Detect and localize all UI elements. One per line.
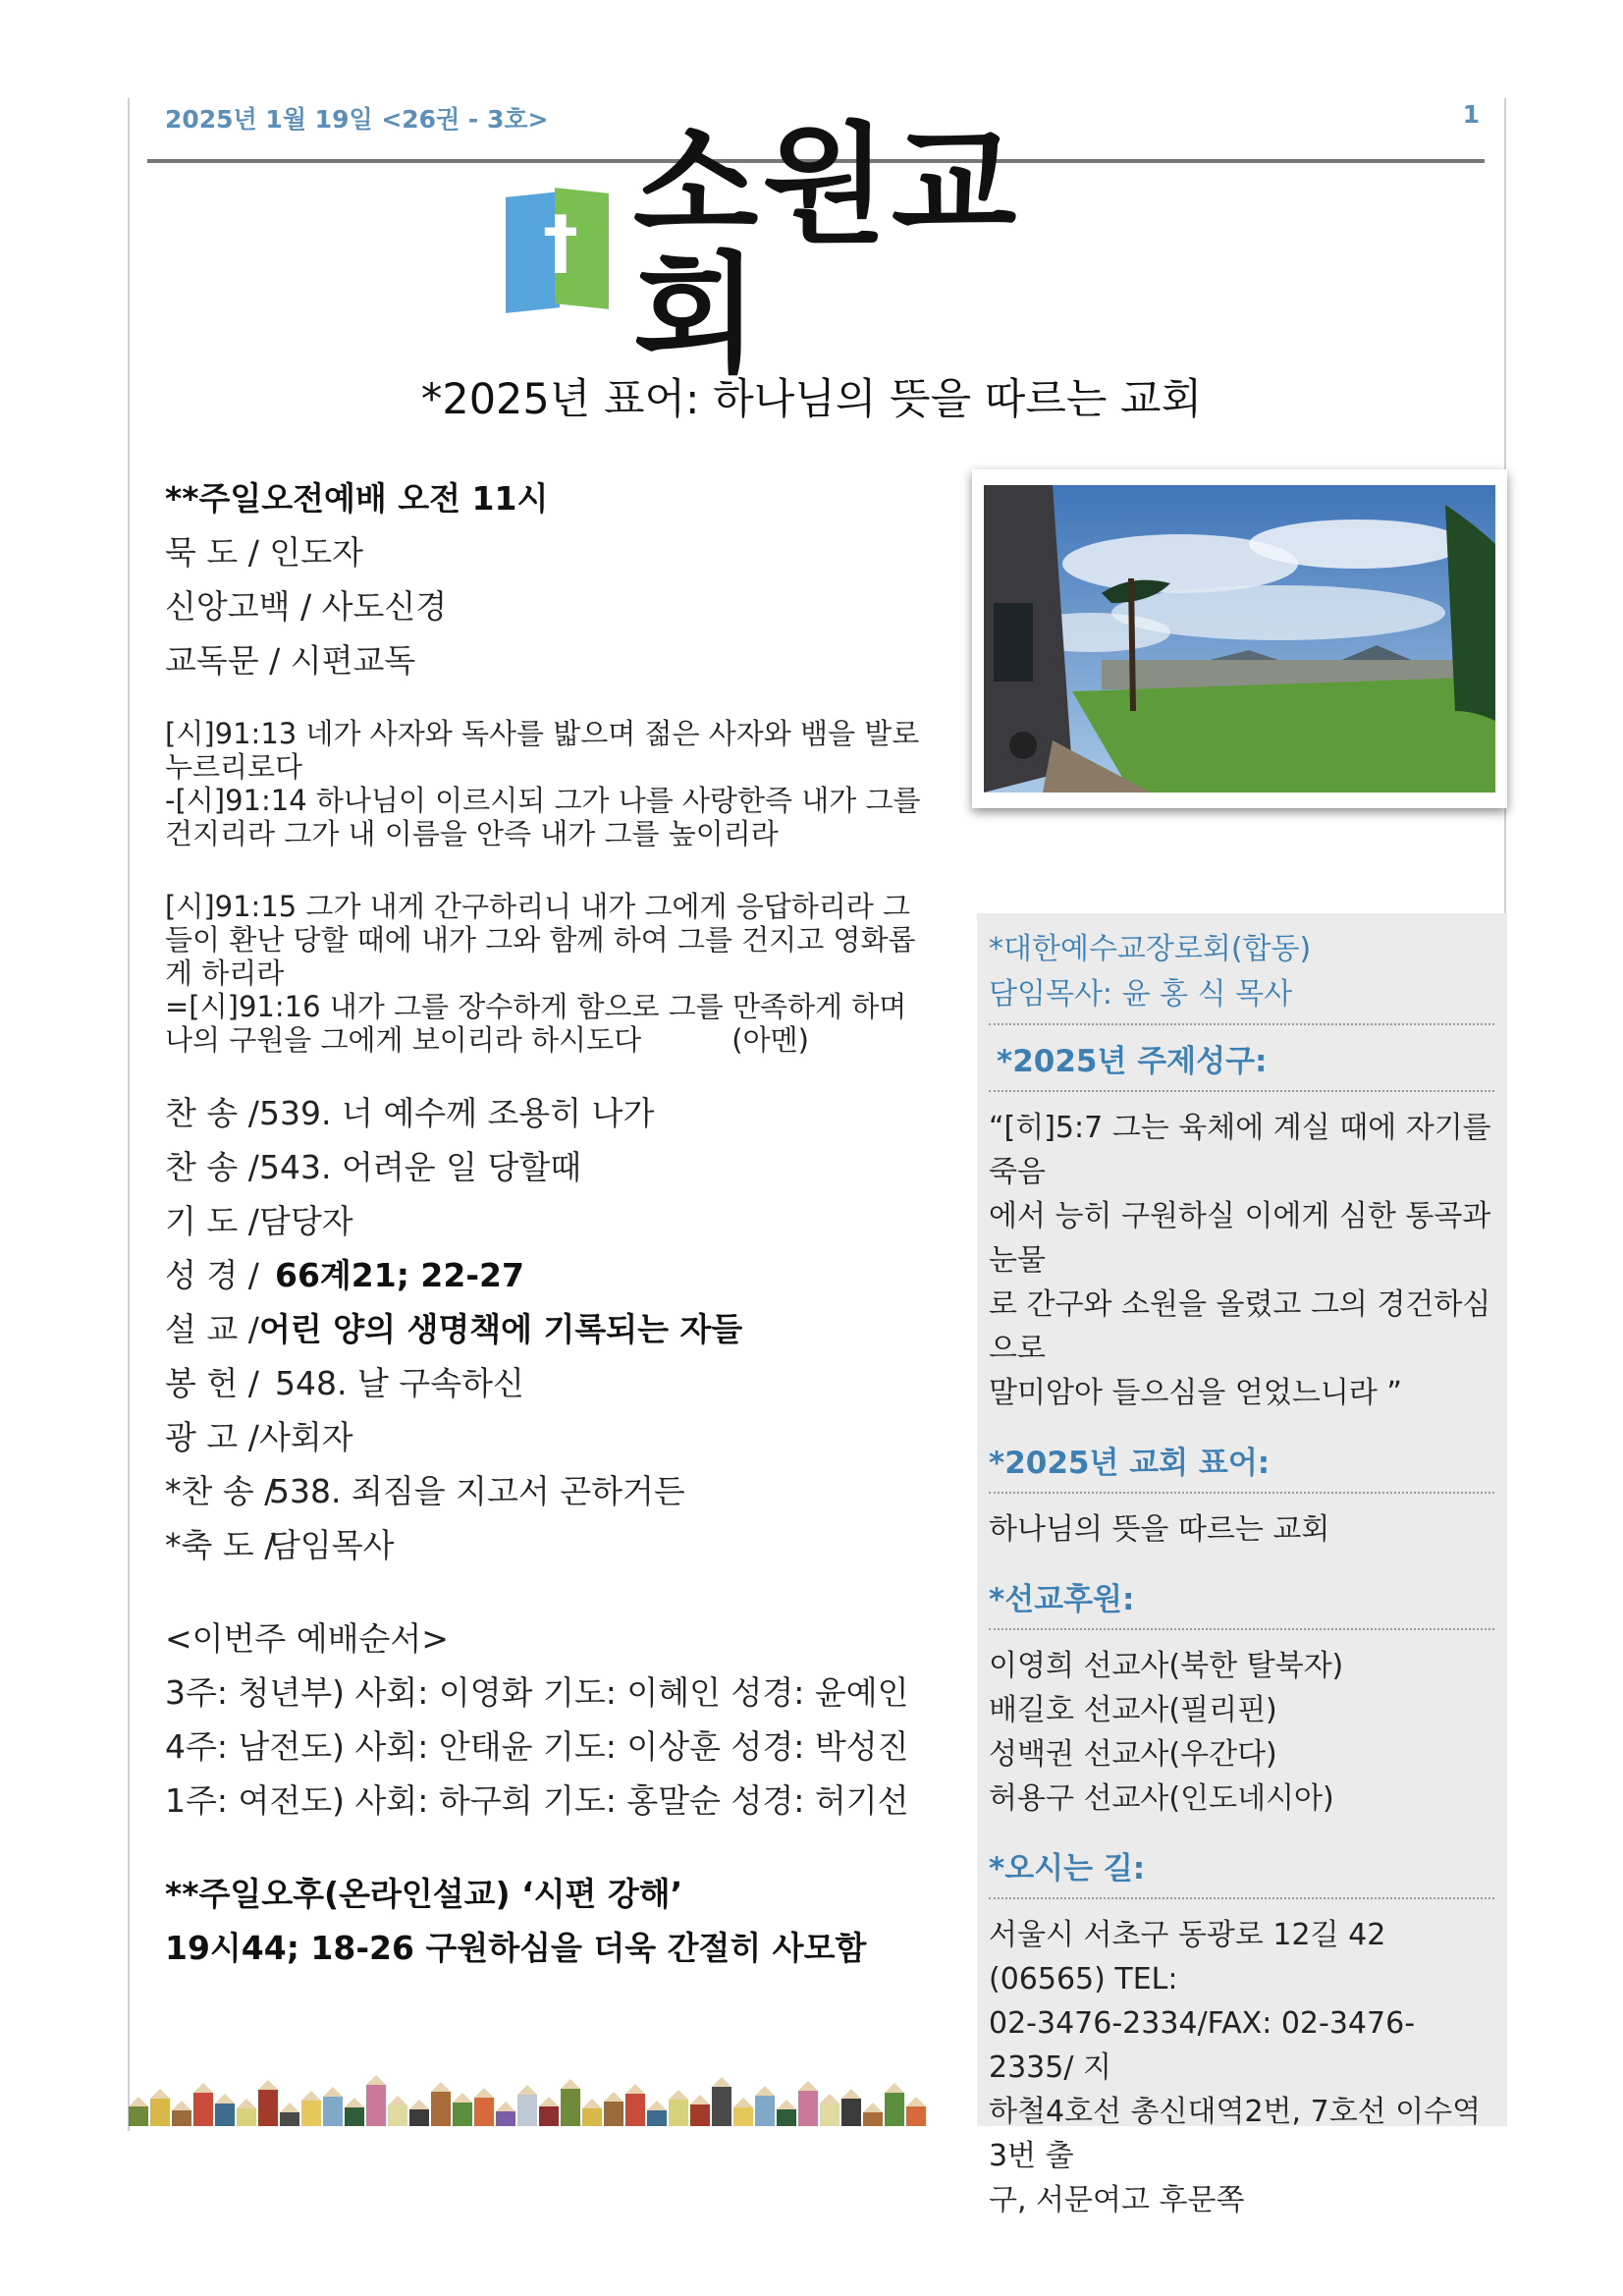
- missionary: 허용구 선교사(인도네시아): [989, 1781, 1334, 1816]
- order-item: [165, 1356, 950, 1410]
- verse-line: [시]91:13 네가 사자와 독사를 밟으며 젊은 사자와 뱀을 발로: [165, 717, 920, 750]
- responsive-reading: [165, 717, 950, 1057]
- order-item: 묵 도 / 인도자: [165, 533, 363, 572]
- roster-row: 1주: 여전도) 사회: 하구희 기도: 홍말순 성경: 허기선: [165, 1781, 909, 1820]
- order-label: 찬 송 /: [165, 1094, 259, 1132]
- denomination: *대한예수교장로회(합동): [989, 932, 1312, 966]
- roster-row: 3주: 청년부) 사회: 이영화 기도: 이혜인 성경: 윤예인: [165, 1673, 909, 1712]
- order-item: [165, 1410, 950, 1464]
- colored-pencils-decoration: [128, 2062, 928, 2126]
- order-value: 543. 어려운 일 당할때: [259, 1148, 582, 1186]
- church-logo: [506, 110, 1134, 391]
- order-label: *축 도 /: [165, 1526, 276, 1564]
- info-sidebar: [977, 913, 1507, 2217]
- directions-line: 구, 서문여고 후문쪽: [989, 2183, 1245, 2217]
- verse-line: -[시]91:14 하나님이 이르시되 그가 나를 사랑한즉 내가 그를: [165, 784, 921, 817]
- order-label: 기 도 /: [165, 1202, 259, 1240]
- verse-line: 누르리로다: [165, 750, 303, 784]
- missions-title: *선교후원:: [989, 1582, 1135, 1617]
- verse-line: 들이 환난 당할 때에 내가 그와 함께 하여 그를 건지고 영화롭: [165, 923, 916, 957]
- cross-book-logo-icon: †: [506, 185, 606, 317]
- roster-title: <이번주 예배순서>: [165, 1619, 449, 1658]
- directions-line: 하철4호선 총신대역2번, 7호선 이수역3번 출: [989, 2095, 1482, 2173]
- directions-line: 서울시 서초구 동광로 12길 42 (06565) TEL:: [989, 1918, 1386, 1996]
- order-label: *찬 송 /: [165, 1472, 276, 1510]
- page-number: 1: [1462, 100, 1480, 129]
- divider: [989, 1090, 1494, 1092]
- annual-motto: *2025년 표어: 하나님의 뜻을 따르는 교회: [420, 375, 1203, 424]
- theme-verse-line: “[히]5:7 그는 육체에 계실 때에 자기를 죽음: [989, 1111, 1491, 1189]
- order-label: 봉 헌 /: [165, 1364, 259, 1402]
- missionary: 배길호 선교사(필리핀): [989, 1693, 1277, 1727]
- theme-verse-line: 로 간구와 소원을 올렸고 그의 경건하심으로: [989, 1287, 1491, 1366]
- order-item: [165, 1302, 950, 1356]
- afternoon-service-title: **주일오후(온라인설교) ‘시편 강해’: [165, 1875, 683, 1913]
- order-item: [165, 1086, 950, 1140]
- directions-title: *오시는 길:: [989, 1851, 1146, 1886]
- order-label: 찬 송 /: [165, 1148, 259, 1186]
- order-item: [165, 1464, 950, 1518]
- afternoon-sermon: 19시44; 18-26 구원하심을 더욱 간절히 사모함: [165, 1929, 867, 1967]
- verse-line: 건지리라 그가 내 이름을 안즉 내가 그를 높이리라: [165, 817, 779, 850]
- senior-pastor: 담임목사: 윤 홍 식 목사: [989, 977, 1293, 1011]
- roster-row: 4주: 남전도) 사회: 안태윤 기도: 이상훈 성경: 박성진: [165, 1727, 909, 1766]
- missionary: 이영희 선교사(북한 탈북자): [989, 1649, 1344, 1683]
- verse-line: 게 하리라: [165, 957, 285, 990]
- landscape-photo-image: [984, 485, 1495, 793]
- order-item: 교독문 / 시편교독: [165, 641, 416, 680]
- divider: [989, 1023, 1494, 1025]
- divider: [989, 1897, 1494, 1899]
- scripture-reference: 66계21; 22-27: [275, 1256, 524, 1294]
- directions-line: 02-3476-2334/FAX: 02-3476-2335/ 지: [989, 2006, 1416, 2085]
- order-value: 사회자: [259, 1418, 353, 1456]
- verse-line: 나의 구원을 그에게 보이리라 하시도다 (아멘): [165, 1023, 809, 1057]
- order-item: [165, 1248, 950, 1302]
- order-label: 성 경 /: [165, 1256, 259, 1294]
- sermon-title: 어린 양의 생명책에 기록되는 자들: [259, 1310, 743, 1348]
- theme-verse-line: 에서 능히 구원하실 이에게 심한 통곡과 눈물: [989, 1199, 1491, 1278]
- order-value: 담임목사: [269, 1526, 395, 1564]
- church-name: 소원교회: [632, 110, 1021, 391]
- verse-line: [시]91:15 그가 내게 간구하리니 내가 그에게 응답하리라 그: [165, 890, 911, 923]
- church-motto: 하나님의 뜻을 따르는 교회: [989, 1512, 1330, 1547]
- order-item: [165, 1194, 950, 1248]
- order-item: [165, 1518, 950, 1572]
- worship-order-column: [165, 471, 950, 1975]
- divider: [989, 1492, 1494, 1494]
- morning-service-title: **주일오전예배 오전 11시: [165, 479, 549, 518]
- issue-date: 2025년 1월 19일 <26권 - 3호>: [165, 105, 549, 134]
- church-photo: [972, 469, 1507, 808]
- order-item: 신앙고백 / 사도신경: [165, 587, 448, 626]
- order-value: 538. 죄짐을 지고서 곤하거든: [269, 1472, 685, 1510]
- missionary: 성백권 선교사(우간다): [989, 1737, 1277, 1772]
- order-label: 광 고 /: [165, 1418, 259, 1456]
- order-value: 539. 너 예수께 조용히 나가: [259, 1094, 655, 1132]
- order-label: 설 교 /: [165, 1310, 259, 1348]
- order-item: [165, 1140, 950, 1194]
- order-value: 548. 날 구속하신: [275, 1364, 524, 1402]
- theme-verse-title: *2025년 주제성구:: [997, 1044, 1268, 1079]
- theme-verse-line: 말미암아 들으심을 얻었느니라 ”: [989, 1376, 1402, 1410]
- order-value: 담당자: [259, 1202, 353, 1240]
- verse-line: =[시]91:16 내가 그를 장수하게 함으로 그를 만족하게 하며: [165, 990, 907, 1023]
- divider: [989, 1628, 1494, 1630]
- church-motto-title: *2025년 교회 표어:: [989, 1446, 1271, 1481]
